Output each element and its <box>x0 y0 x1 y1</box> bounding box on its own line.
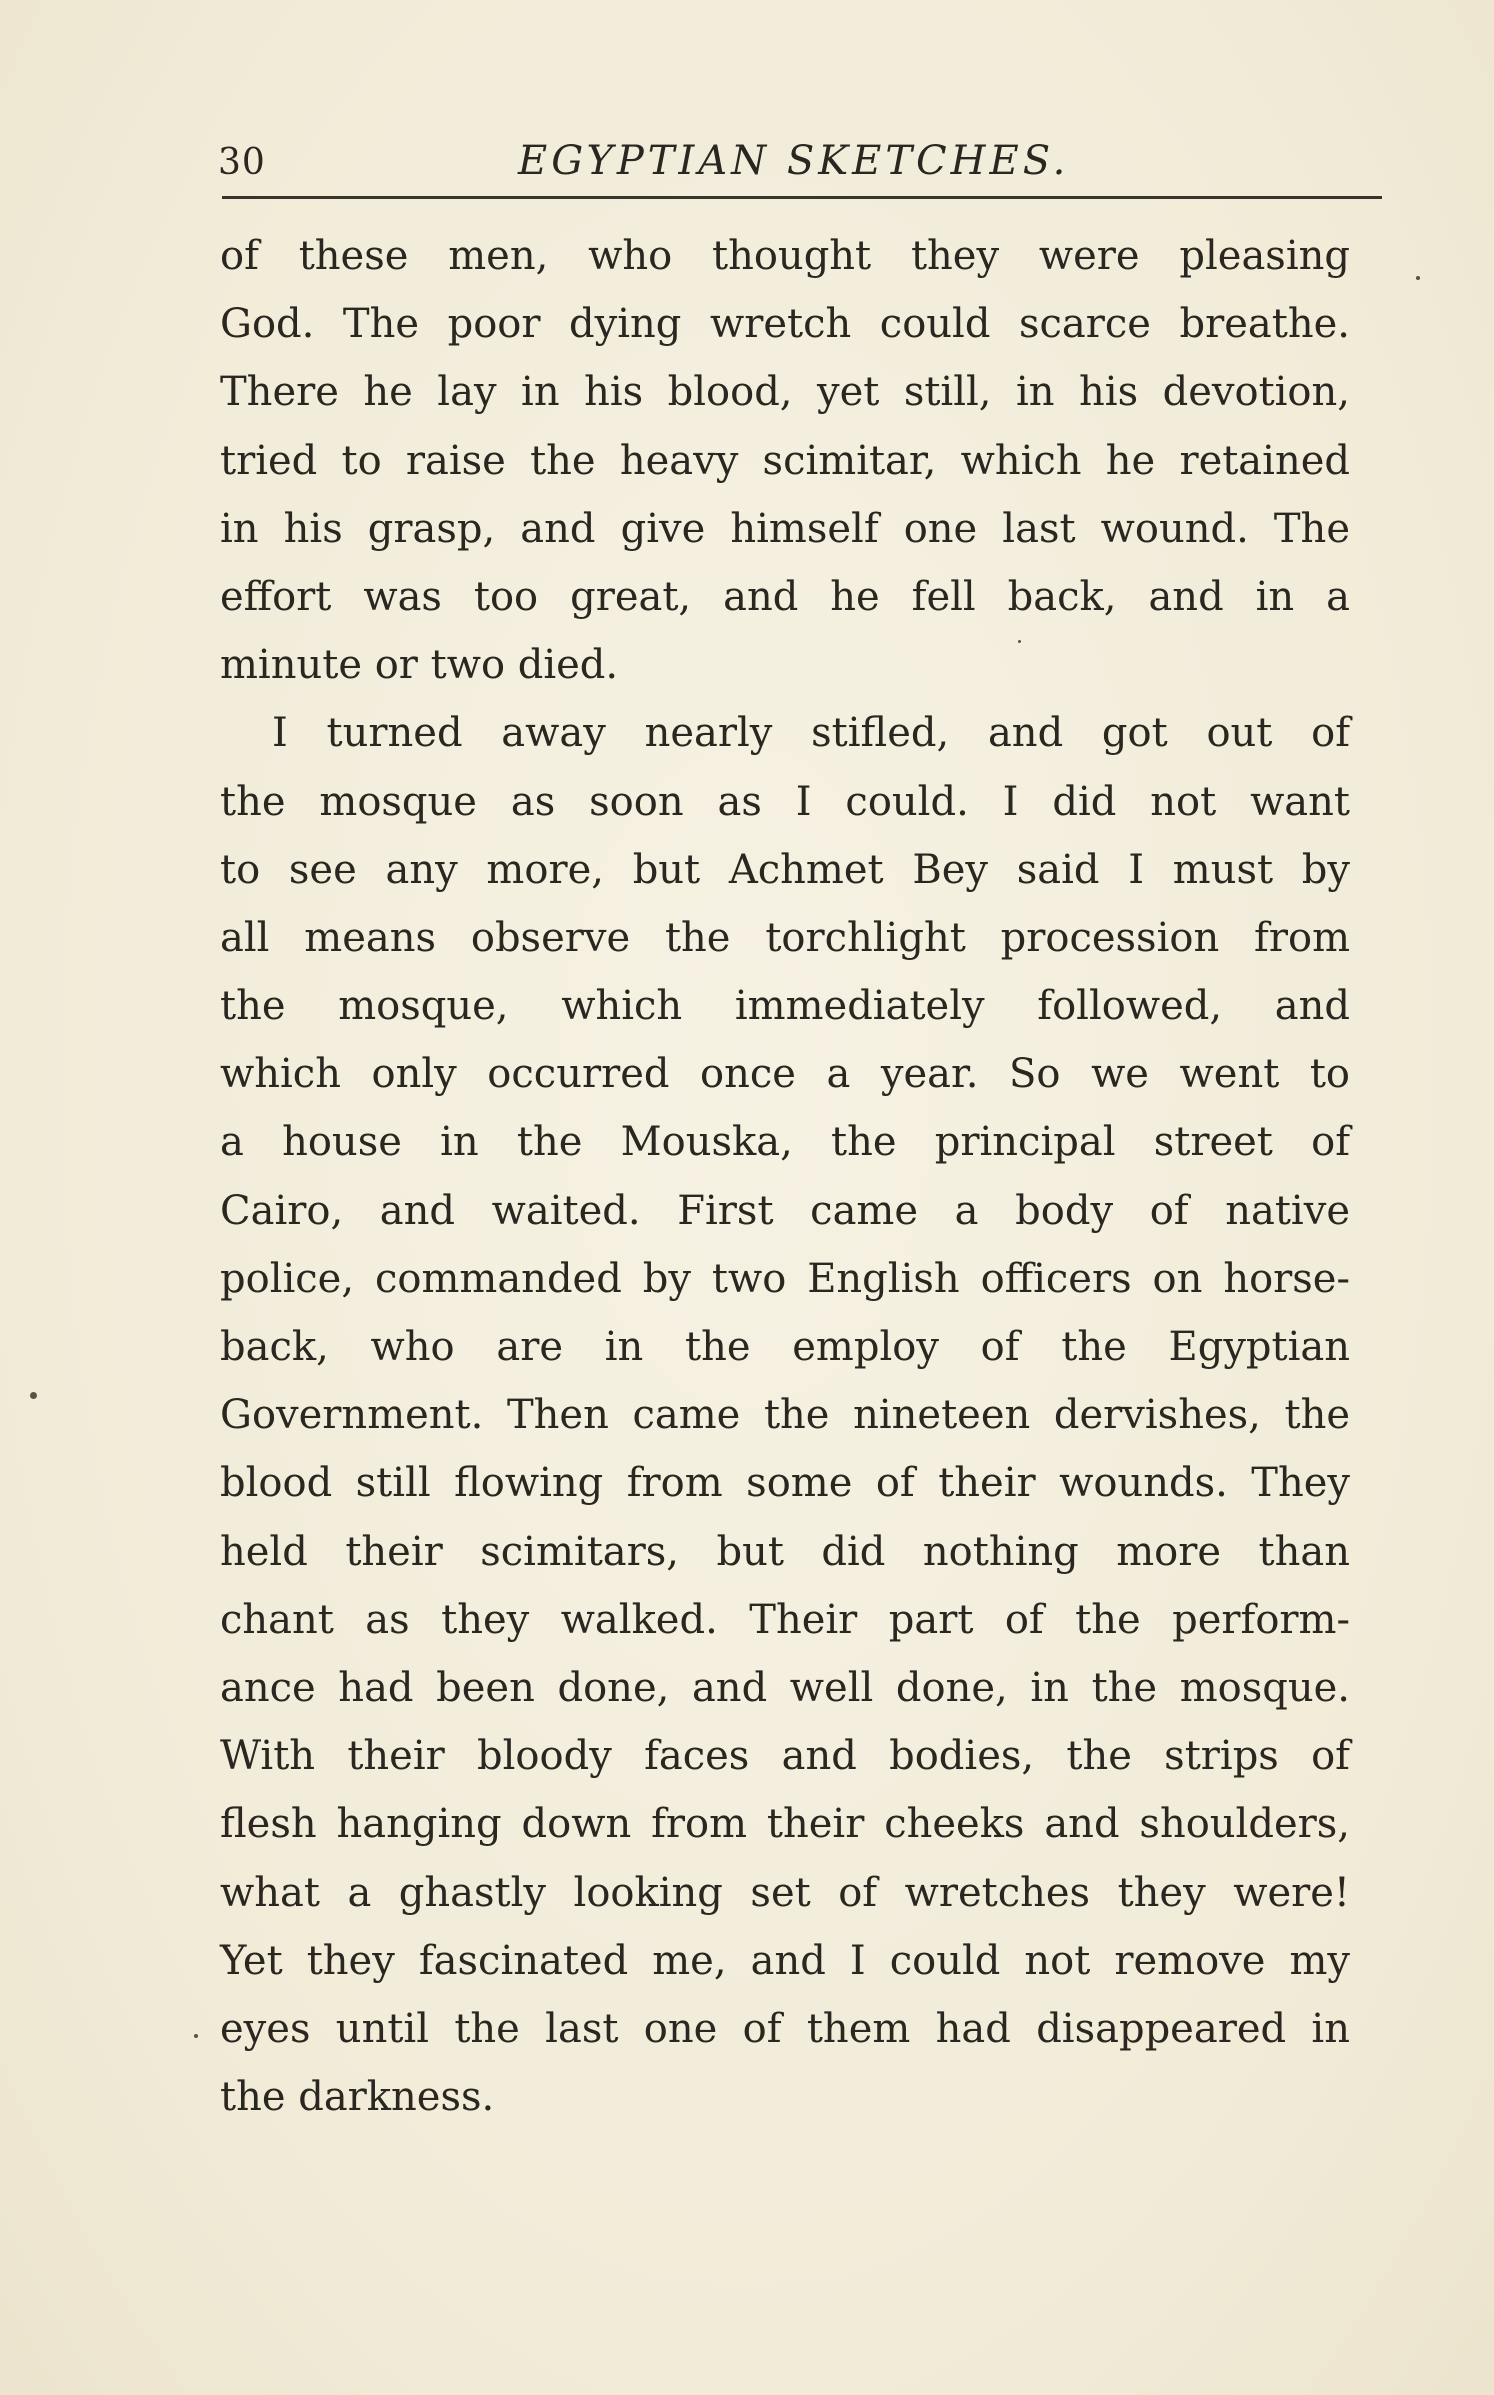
text-line: flesh hanging down from their cheeks and shoulders, <box>220 1801 1350 1848</box>
text-line: which only occurred once a year. So we went to <box>220 1051 1350 1098</box>
text-line: back, who are in the employ of the Egyptian <box>220 1324 1350 1370</box>
text-line: the mosque as soon as I could. I did not want <box>220 778 1350 825</box>
text-line: There he lay in his blood, yet still, in his devotion, <box>220 369 1350 416</box>
text-line: of these men, who thought they were pleasing <box>220 233 1350 279</box>
text-line: minute or two died. <box>220 642 619 689</box>
text-line: police, commanded by two English officers on horse- <box>220 1255 1350 1302</box>
paper-speck <box>1416 276 1420 280</box>
page-header <box>218 134 1358 196</box>
text-line: ance had been done, and well done, in the mosque. <box>220 1664 1350 1711</box>
text-line: Cairo, and waited. First came a body of native <box>220 1187 1350 1234</box>
text-line: a house in the Mouska, the principal street of <box>220 1119 1350 1166</box>
text-line: held their scimitars, but did nothing more than <box>220 1528 1350 1575</box>
text-line: tried to raise the heavy scimitar, which he retained <box>220 437 1350 484</box>
text-line: God. The poor dying wretch could scarce breathe. <box>220 301 1350 348</box>
text-line: I turned away nearly stifled, and got out of <box>272 710 1350 757</box>
text-line: With their bloody faces and bodies, the strips of <box>220 1733 1350 1780</box>
text-line: the darkness. <box>220 2074 495 2121</box>
text-line: eyes until the last one of them had disappeared in <box>220 2005 1350 2052</box>
text-line: the mosque, which immediately followed, and <box>220 983 1350 1030</box>
text-line: effort was too great, and he fell back, and in a <box>220 573 1350 620</box>
paper-speck <box>194 2034 198 2038</box>
text-line: to see any more, but Achmet Bey said I must by <box>220 846 1350 893</box>
text-line: Government. Then came the nineteen dervishes, the <box>220 1392 1350 1439</box>
text-line: in his grasp, and give himself one last wound. The <box>220 505 1350 552</box>
text-line: all means observe the torchlight procession from <box>220 914 1350 961</box>
text-line: what a ghastly looking set of wretches they were! <box>220 1869 1350 1916</box>
paper-speck <box>30 1392 37 1399</box>
header-rule <box>222 196 1382 199</box>
text-line: chant as they walked. Their part of the perform- <box>220 1596 1350 1643</box>
body-text <box>220 222 1350 2131</box>
text-line: Yet they fascinated me, and I could not remove my <box>220 1937 1350 1984</box>
page-number: 30 <box>218 142 266 183</box>
running-title: EGYPTIAN SKETCHES. <box>518 138 1070 184</box>
text-line: blood still flowing from some of their wounds. They <box>220 1460 1350 1507</box>
paper-speck <box>1018 640 1021 643</box>
